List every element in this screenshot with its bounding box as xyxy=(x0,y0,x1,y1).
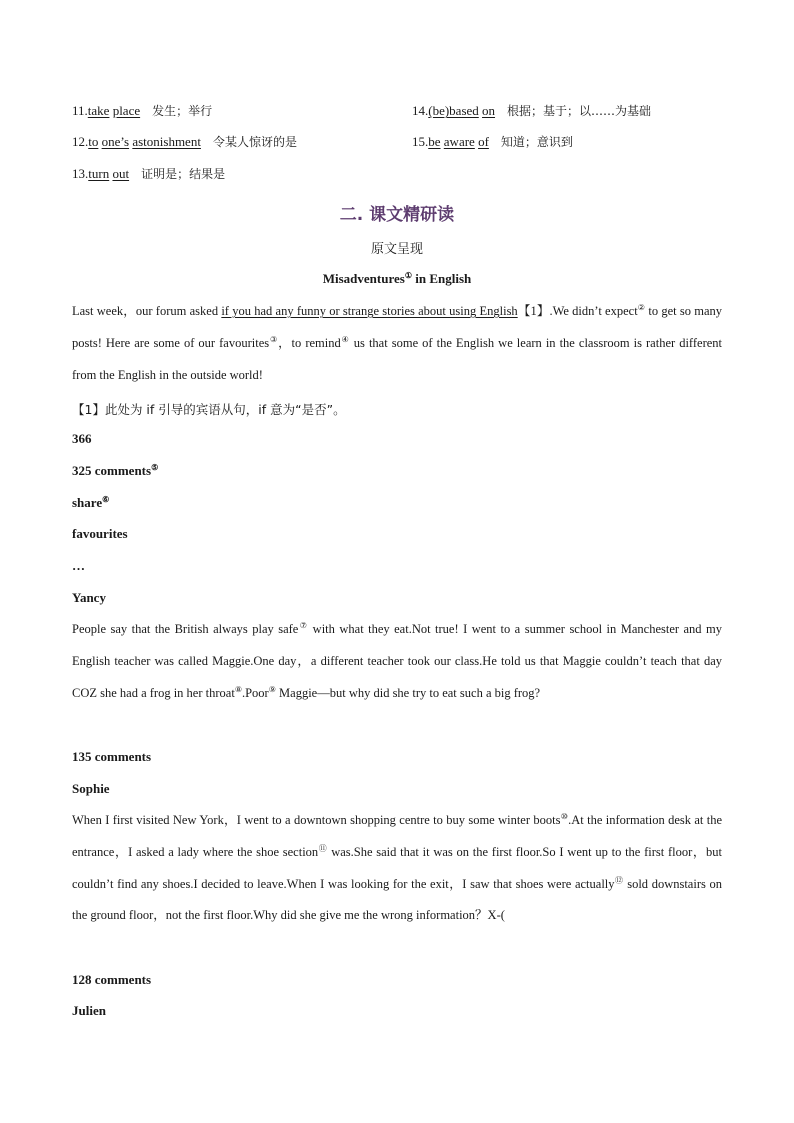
text-run: People say that the British always play safe xyxy=(72,622,299,636)
vocab-word: aware xyxy=(443,134,475,149)
vocab-meaning: 发生；举行 xyxy=(152,104,213,118)
section-subtitle: 原文呈现 xyxy=(370,242,423,257)
article-title xyxy=(72,271,722,287)
likes-count: 366 xyxy=(72,431,92,446)
vocab-number: 12. xyxy=(72,134,89,149)
vocab-word: astonishment xyxy=(132,134,201,149)
comments-link[interactable] xyxy=(72,463,158,479)
vocab-word: take xyxy=(87,103,110,118)
post-author: Julien xyxy=(72,1003,106,1018)
footnote-marker: ⑩ xyxy=(560,812,569,821)
vocab-number: 13. xyxy=(72,166,89,181)
footnote-marker: ⑪ xyxy=(318,843,328,853)
more-link[interactable]: … xyxy=(72,558,85,573)
text-run: .Poor xyxy=(241,685,269,700)
grammar-note: 【1】此处为 if 引导的宾语从句，if 意为“是否”。 xyxy=(72,402,346,417)
post-body xyxy=(72,805,722,932)
vocab-word: out xyxy=(112,166,130,181)
vocab-item-12 xyxy=(72,133,297,150)
section-title: 二. 课文精研读 xyxy=(339,205,455,225)
article-title-text: Misadventures xyxy=(322,271,405,286)
footnote-marker: ⑧ xyxy=(234,684,242,694)
comments-label: 325 comments xyxy=(72,463,152,478)
text-run: us that some of the English we learn in the classroom is rather different from the English in the outside world! xyxy=(72,335,722,382)
vocab-word: of xyxy=(478,134,489,149)
text-run: ，to remind xyxy=(278,335,341,350)
footnote-marker: ⑥ xyxy=(102,495,110,504)
text-run: was.She said that it was on the first floor.So I went up to the first floor，but couldn’t find any shoes.I decided to leave.When I was looking for the exit，I saw that shoes were actually xyxy=(72,844,722,891)
vocab-meaning: 根据；基于；以……为基础 xyxy=(507,104,652,118)
vocab-word: to xyxy=(88,134,99,149)
post-body xyxy=(72,614,722,709)
article-title-text: in English xyxy=(412,271,472,286)
vocab-item-13 xyxy=(72,165,225,182)
vocab-word: turn xyxy=(88,166,110,181)
footnote-marker: ② xyxy=(637,303,646,312)
post-author: Yancy xyxy=(72,590,106,605)
vocab-word: place xyxy=(112,103,141,118)
text-run: When I first visited New York，I went to a downtown shopping centre to buy some winter boots xyxy=(72,813,561,827)
share-link[interactable] xyxy=(72,495,109,511)
footnote-marker: ⑫ xyxy=(614,875,624,885)
text-run: Last week，our forum asked xyxy=(72,304,222,318)
vocab-item-11 xyxy=(72,102,212,119)
footnote-marker: ⑦ xyxy=(298,621,309,630)
vocab-word: (be)based xyxy=(428,103,479,118)
vocab-number: 14. xyxy=(412,103,429,118)
footnote-marker: ③ xyxy=(269,334,279,344)
post-comments-link[interactable]: 128 comments xyxy=(72,972,152,987)
share-label: share xyxy=(72,495,103,510)
vocab-item-14 xyxy=(412,102,651,119)
favourites-link[interactable]: favourites xyxy=(72,526,128,541)
footnote-marker: ⑤ xyxy=(151,463,159,472)
vocab-word: one’s xyxy=(101,134,130,149)
footnote-marker: ① xyxy=(404,271,412,280)
vocab-item-15 xyxy=(412,133,573,150)
vocab-word: on xyxy=(482,103,496,118)
post-comments-link[interactable]: 135 comments xyxy=(72,749,152,764)
text-run: Maggie—but why did she try to eat such a big frog? xyxy=(275,685,541,700)
intro-paragraph xyxy=(72,296,722,391)
text-run: 【1】.We didn’t expect xyxy=(517,304,638,318)
post-author: Sophie xyxy=(72,781,110,796)
vocab-word: be xyxy=(428,134,441,149)
footnote-marker: ⑨ xyxy=(268,684,276,694)
vocab-number: 15. xyxy=(412,134,429,149)
underlined-clause: if you had any funny or strange stories about using English xyxy=(221,304,518,318)
vocab-meaning: 令某人惊讶的是 xyxy=(212,135,297,149)
text-run: .At the information desk at the entrance，I asked a lady where the shoe section xyxy=(72,813,723,859)
vocab-number: 11. xyxy=(72,103,88,118)
text-run: to get so many posts! Here are some of our favourites xyxy=(72,304,722,350)
footnote-marker: ④ xyxy=(340,334,350,344)
text-run: sold downstairs on the ground floor，not the first floor.Why did she give me the wrong information？X-( xyxy=(72,876,723,923)
vocab-meaning: 知道；意识到 xyxy=(500,135,573,149)
text-run: with what they eat.Not true! I went to a summer school in Manchester and my English teacher was called Maggie.One day，a different teacher took our class.He told us that Maggie couldn’t teach that day COZ she had a frog in her throat xyxy=(72,622,722,700)
vocab-meaning: 证明是；结果是 xyxy=(141,167,226,181)
